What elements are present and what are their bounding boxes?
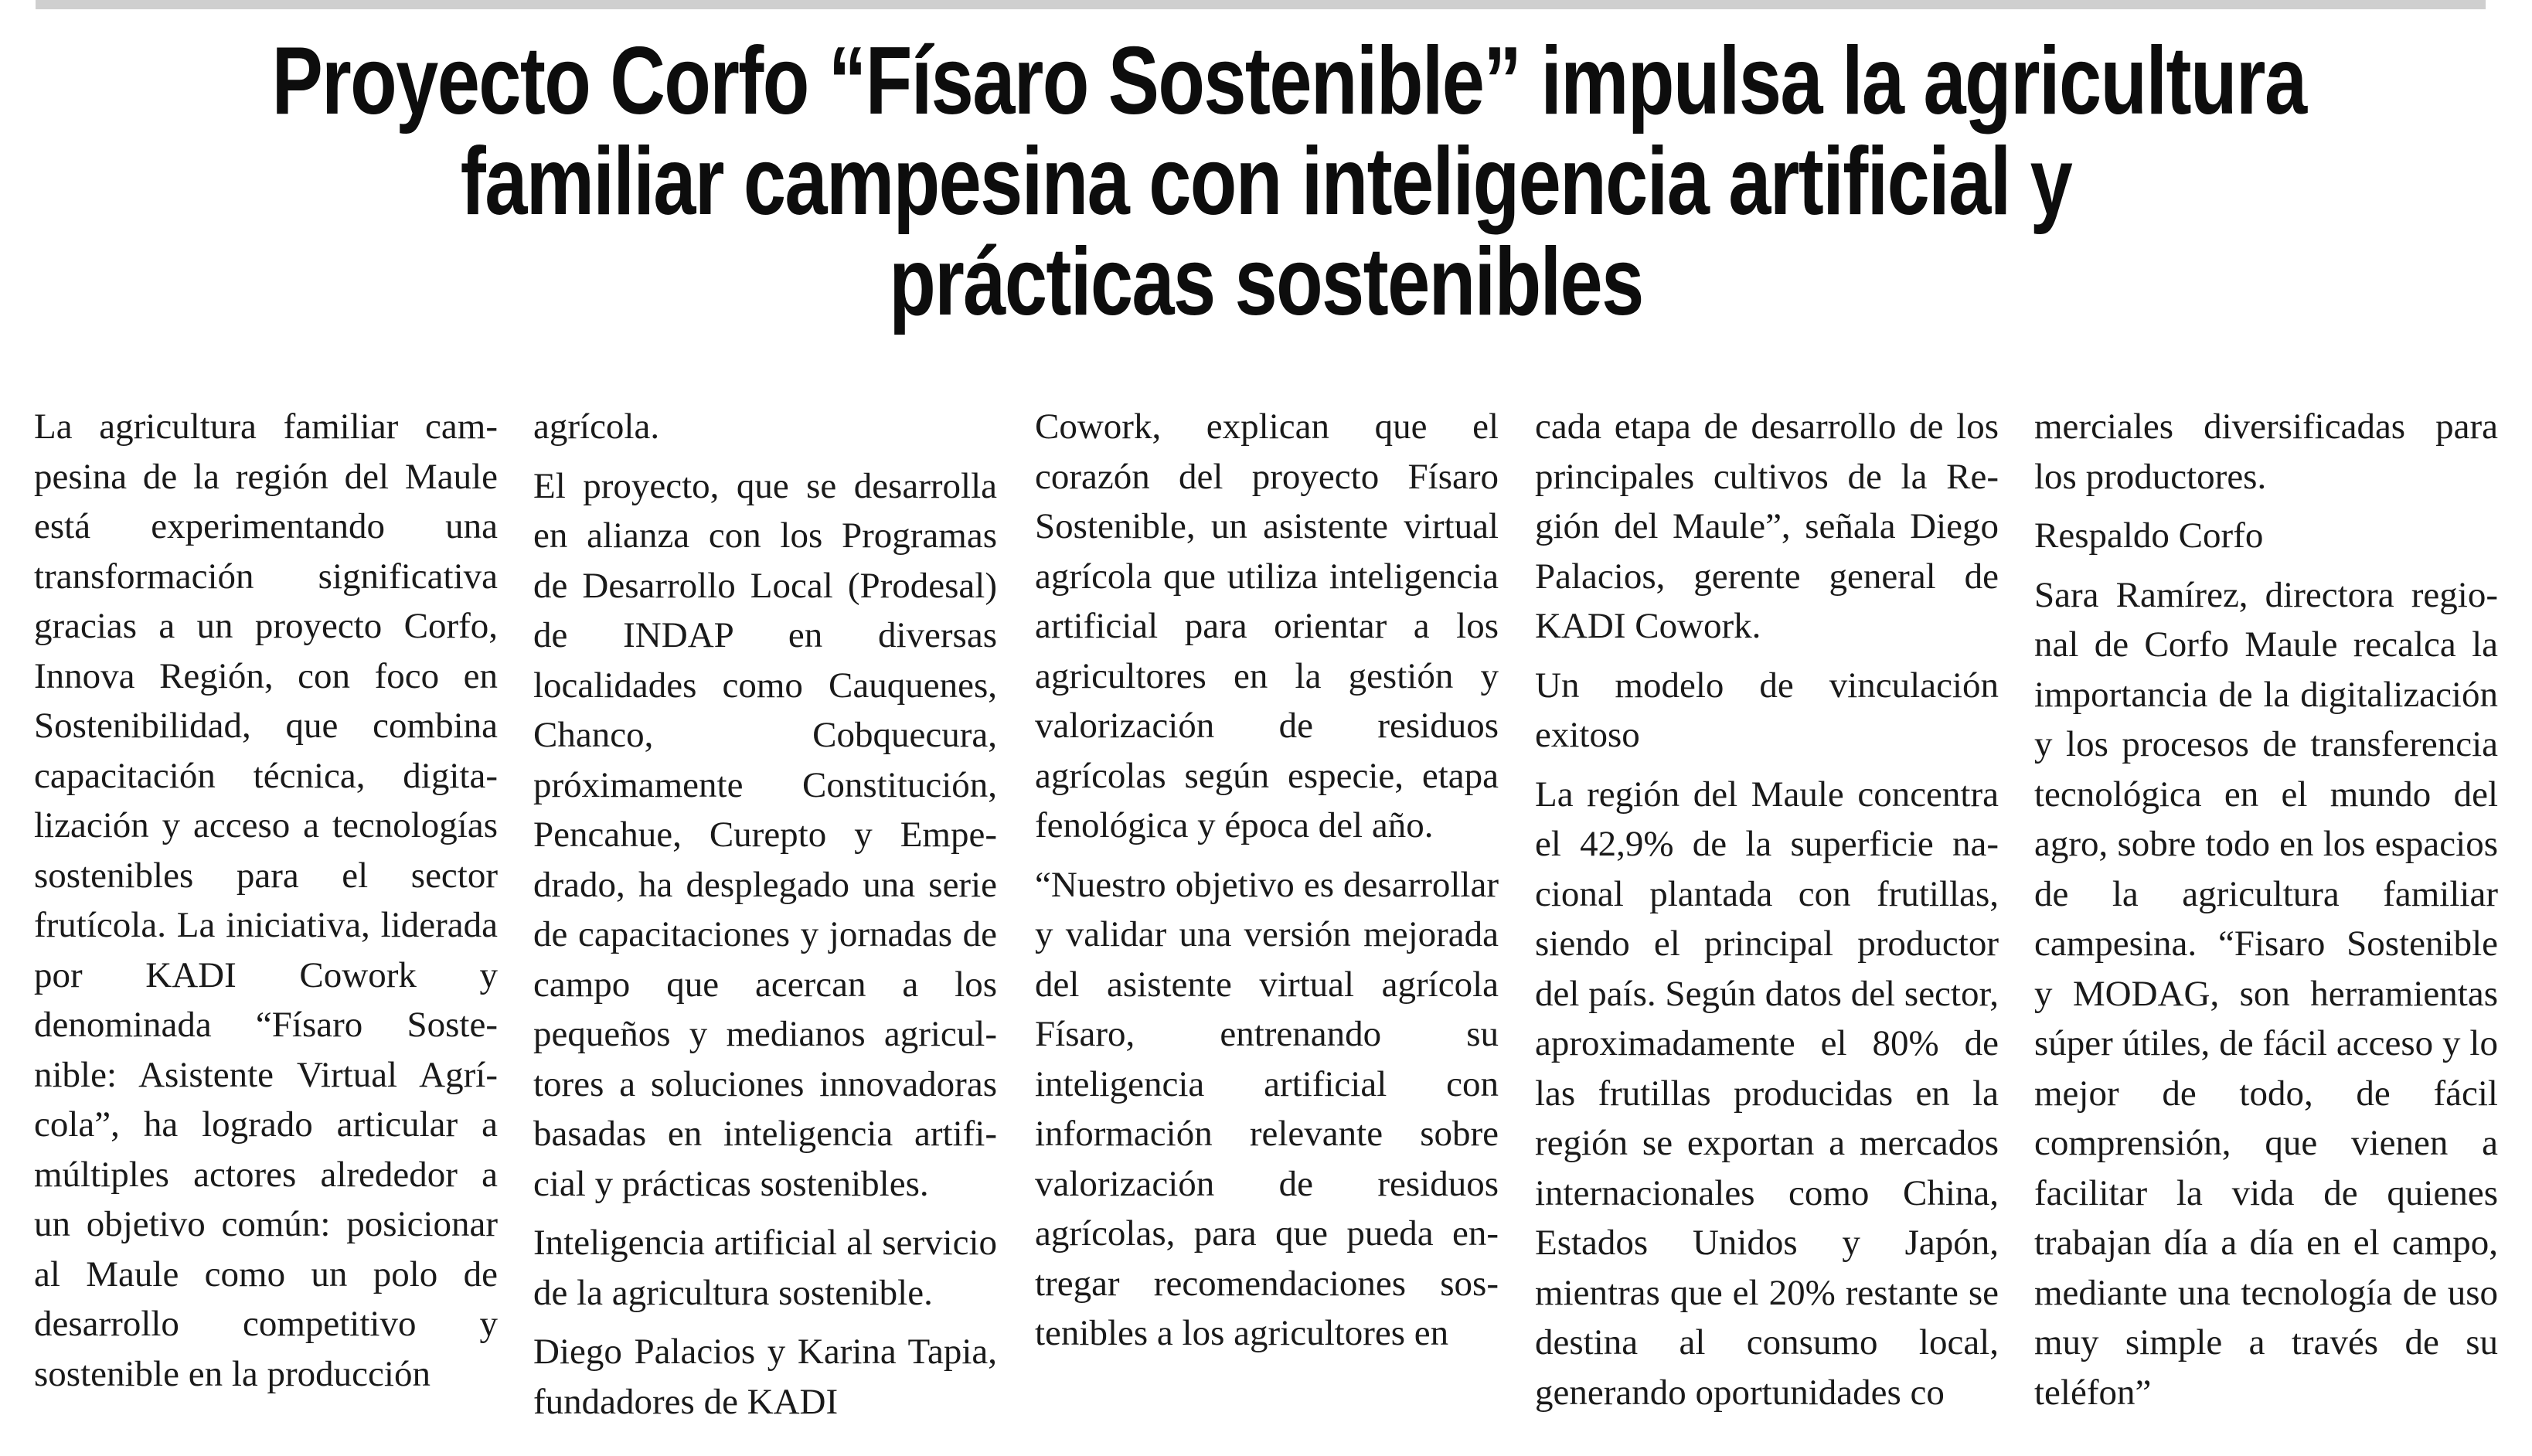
- paragraph: Diego Palacios y Karina Tapia, fundadores de KADI: [533, 1332, 997, 1422]
- top-divider: [36, 0, 2486, 9]
- paragraph: merciales diversificadas para los productores.: [2034, 407, 2498, 497]
- paragraph: El proyecto, que se desarrolla en alianza con los Programas de Desarrollo Local (Prodesal) de INDAP en diversas localidades como Cauquenes, Chanco, Cobquecura, próximamente Constitución, Pencahue, Curepto y Empedrado, ha desplegado una serie de capacitaciones y jornadas de campo que acercan a los pequeños y medianos agricultores a soluciones innovadoras basadas en inteligencia artificial y prácticas sostenibles.: [533, 465, 997, 1204]
- paragraph: Sara Ramírez, directora regional de Corfo Maule recalca la importancia de la digitalización y los procesos de transferencia tecnológica en el mundo del agro, sobre todo en los espacios de la agricultura familiar campesina. “Fisaro Sostenible y MODAG, son herramientas súper útiles, de fácil acceso y lo mejor de todo, de fácil comprensión, que vienen a facilitar la vida de quienes trabajan día a día en el campo, mediante una tecnología de uso muy simple a través de su teléfon”: [2034, 574, 2498, 1413]
- subheading: Respaldo Corfo: [2034, 515, 2264, 556]
- headline-line-3: prácticas sostenibles: [889, 229, 1643, 335]
- paragraph: “Nuestro objetivo es desarrollar y validar una versión mejorada del asistente virtual agrícola Físaro, entrenando su inteligencia artificial con información relevante sobre valorización de residuos agrícolas, para que pueda entregar recomendaciones sostenibles a los agricultores en: [1035, 864, 1499, 1353]
- article-column-3: [1035, 402, 1499, 1368]
- paragraph: cada etapa de desarrollo de los principales cultivos de la Región del Maule”, señala Diego Palacios, gerente general de KADI Cowork.: [1535, 407, 1999, 646]
- paragraph: Cowork, explican que el corazón del proyecto Físaro Sostenible, un asistente virtual agrícola que utiliza inteligencia artificial para orientar a los agricultores en la gestión y valorización de residuos agrícolas según especie, etapa fenológica y época del año.: [1035, 407, 1499, 845]
- headline-line-2: familiar campesina con inteligencia artificial y: [460, 128, 2072, 235]
- article-column-1: [34, 402, 498, 1408]
- paragraph: agrícola.: [533, 407, 660, 447]
- article-column-5: [2034, 402, 2498, 1427]
- headline: [271, 28, 2306, 335]
- headline-line-1: Proyecto Corfo “Físaro Sostenible” impulsa la agricultura: [271, 28, 2306, 134]
- subheading: Inteligencia artificial al servicio de la agricultura sostenible.: [533, 1223, 997, 1313]
- article-column-2: [533, 402, 997, 1436]
- paragraph: La región del Maule concentra el 42,9% de la superficie nacional plantada con frutillas, siendo el principal productor del país. Según datos del sector, aproximadamente el 80% de las frutillas producidas en la región se exportan a mercados internacionales como China, Estados Unidos y Japón, mientras que el 20% restante se destina al consumo local, generando oportunidades co: [1535, 774, 1999, 1413]
- paragraph: La agricultura familiar campesina de la región del Maule está experimentando una transformación significativa gracias a un proyecto Corfo, Innova Región, con foco en Sostenibilidad, que combina capacitación técnica, digitalización y acceso a tecnologías sostenibles para el sector frutícola. La iniciativa, liderada por KADI Cowork y denominada “Físaro Sostenible: Asistente Virtual Agrícola”, ha logrado articular a múltiples actores alrededor a un objetivo común: posicionar al Maule como un polo de desarrollo competitivo y sostenible en la producción: [34, 407, 498, 1394]
- subheading: Un modelo de vinculación exitoso: [1535, 665, 1999, 755]
- article-column-4: [1535, 402, 1999, 1427]
